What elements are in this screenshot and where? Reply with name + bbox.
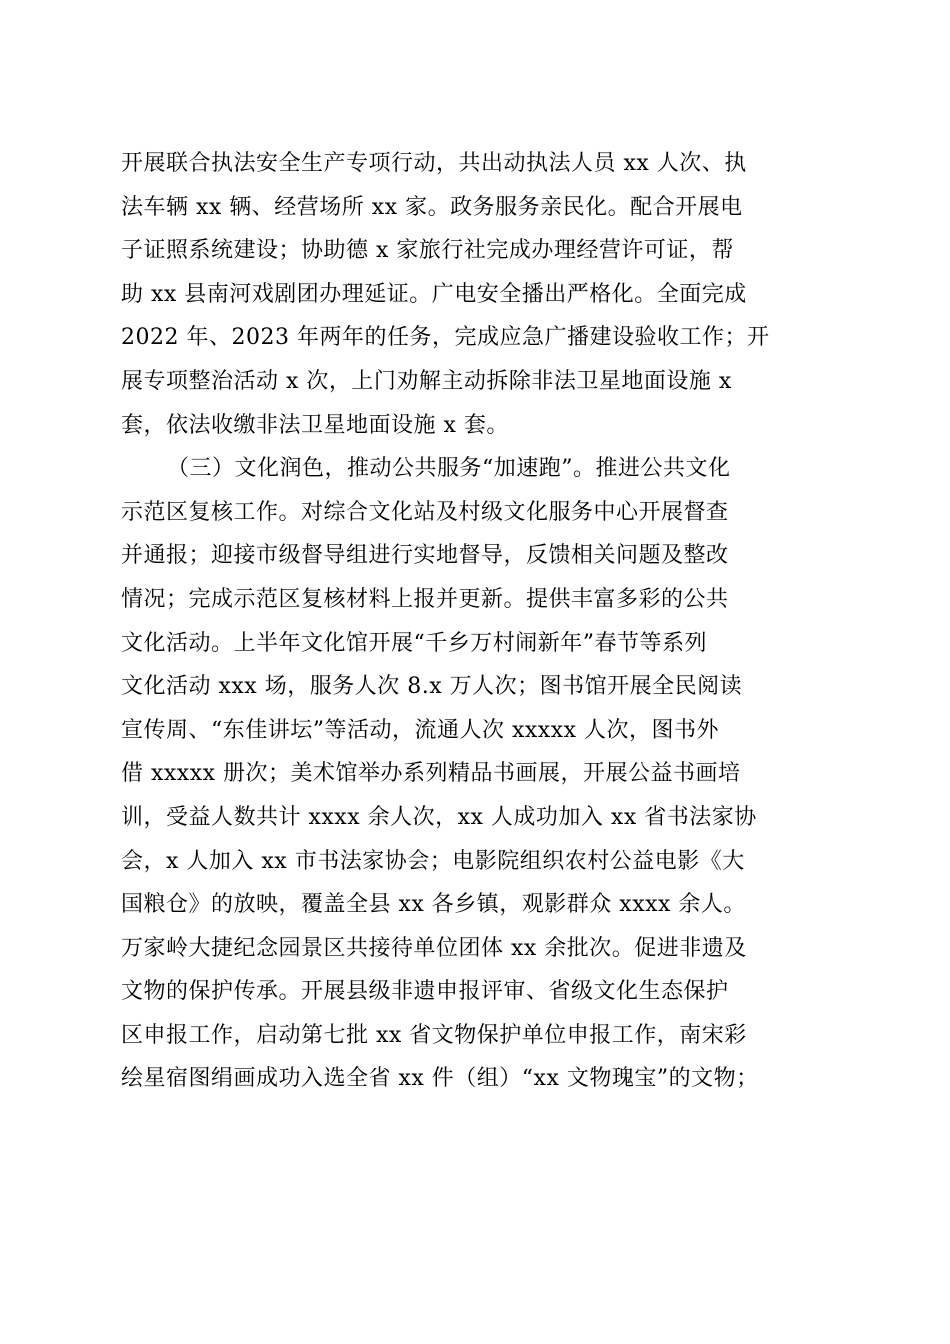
text-line: 2022 年、2023 年两年的任务，完成应急广播建设验收工作；开 [121, 325, 770, 351]
text-line: 万家岭大捷纪念园景区共接待单位团体 xx 余批次。促进非遗及 [121, 935, 747, 961]
text-line: 训，受益人数共计 xxxx 余人次，xx 人成功加入 xx 省书法家协 [121, 804, 757, 830]
body-text [121, 142, 841, 1101]
text-line: 绘星宿图绢画成功入选全省 xx 件（组）“xx 文物瑰宝”的文物； [121, 1066, 759, 1092]
text-line: 法车辆 xx 辆、经营场所 xx 家。政务服务亲民化。配合开展电 [121, 194, 743, 220]
section-heading-line: （三）文化润色，推动公共服务“加速跑”。推进公共文化 [167, 456, 731, 482]
text-line: 宣传周、“东佳讲坛”等活动，流通人次 xxxxx 人次，图书外 [121, 717, 720, 743]
text-line: 会，x 人加入 xx 市书法家协会；电影院组织农村公益电影《大 [121, 848, 745, 874]
text-line: 示范区复核工作。对综合文化站及村级文化服务中心开展督查 [121, 499, 729, 525]
text-line: 文化活动 xxx 场，服务人次 8.x 万人次；图书馆开展全民阅读 [121, 674, 743, 700]
text-line: 情况；完成示范区复核材料上报并更新。提供丰富多彩的公共 [121, 586, 729, 612]
text-line: 助 xx 县南河戏剧团办理延证。广电安全播出严格化。全面完成 [121, 281, 747, 307]
text-line: 开展联合执法安全生产专项行动，共出动执法人员 xx 人次、执 [121, 151, 747, 176]
text-line: 子证照系统建设；协助德 x 家旅行社完成办理经营许可证，帮 [121, 238, 734, 264]
text-line: 借 xxxxx 册次；美术馆举办系列精品书画展，开展公益书画培 [121, 761, 741, 787]
text-line: 国粮仓》的放映，覆盖全县 xx 各乡镇，观影群众 xxxx 余人。 [121, 892, 746, 918]
text-line: 套，依法收缴非法卫星地面设施 x 套。 [121, 412, 509, 438]
text-line: 文物的保护传承。开展县级非遗申报评审、省级文化生态保护 [121, 979, 729, 1005]
text-line: 文化活动。上半年文化馆开展“千乡万村闹新年”春节等系列 [121, 630, 707, 656]
text-line: 区申报工作，启动第七批 xx 省文物保护单位申报工作，南宋彩 [121, 1022, 747, 1048]
text-line: 并通报；迎接市级督导组进行实地督导，反馈相关问题及整改 [121, 543, 729, 569]
text-line: 展专项整治活动 x 次，上门劝解主动拆除非法卫星地面设施 x [121, 368, 732, 394]
